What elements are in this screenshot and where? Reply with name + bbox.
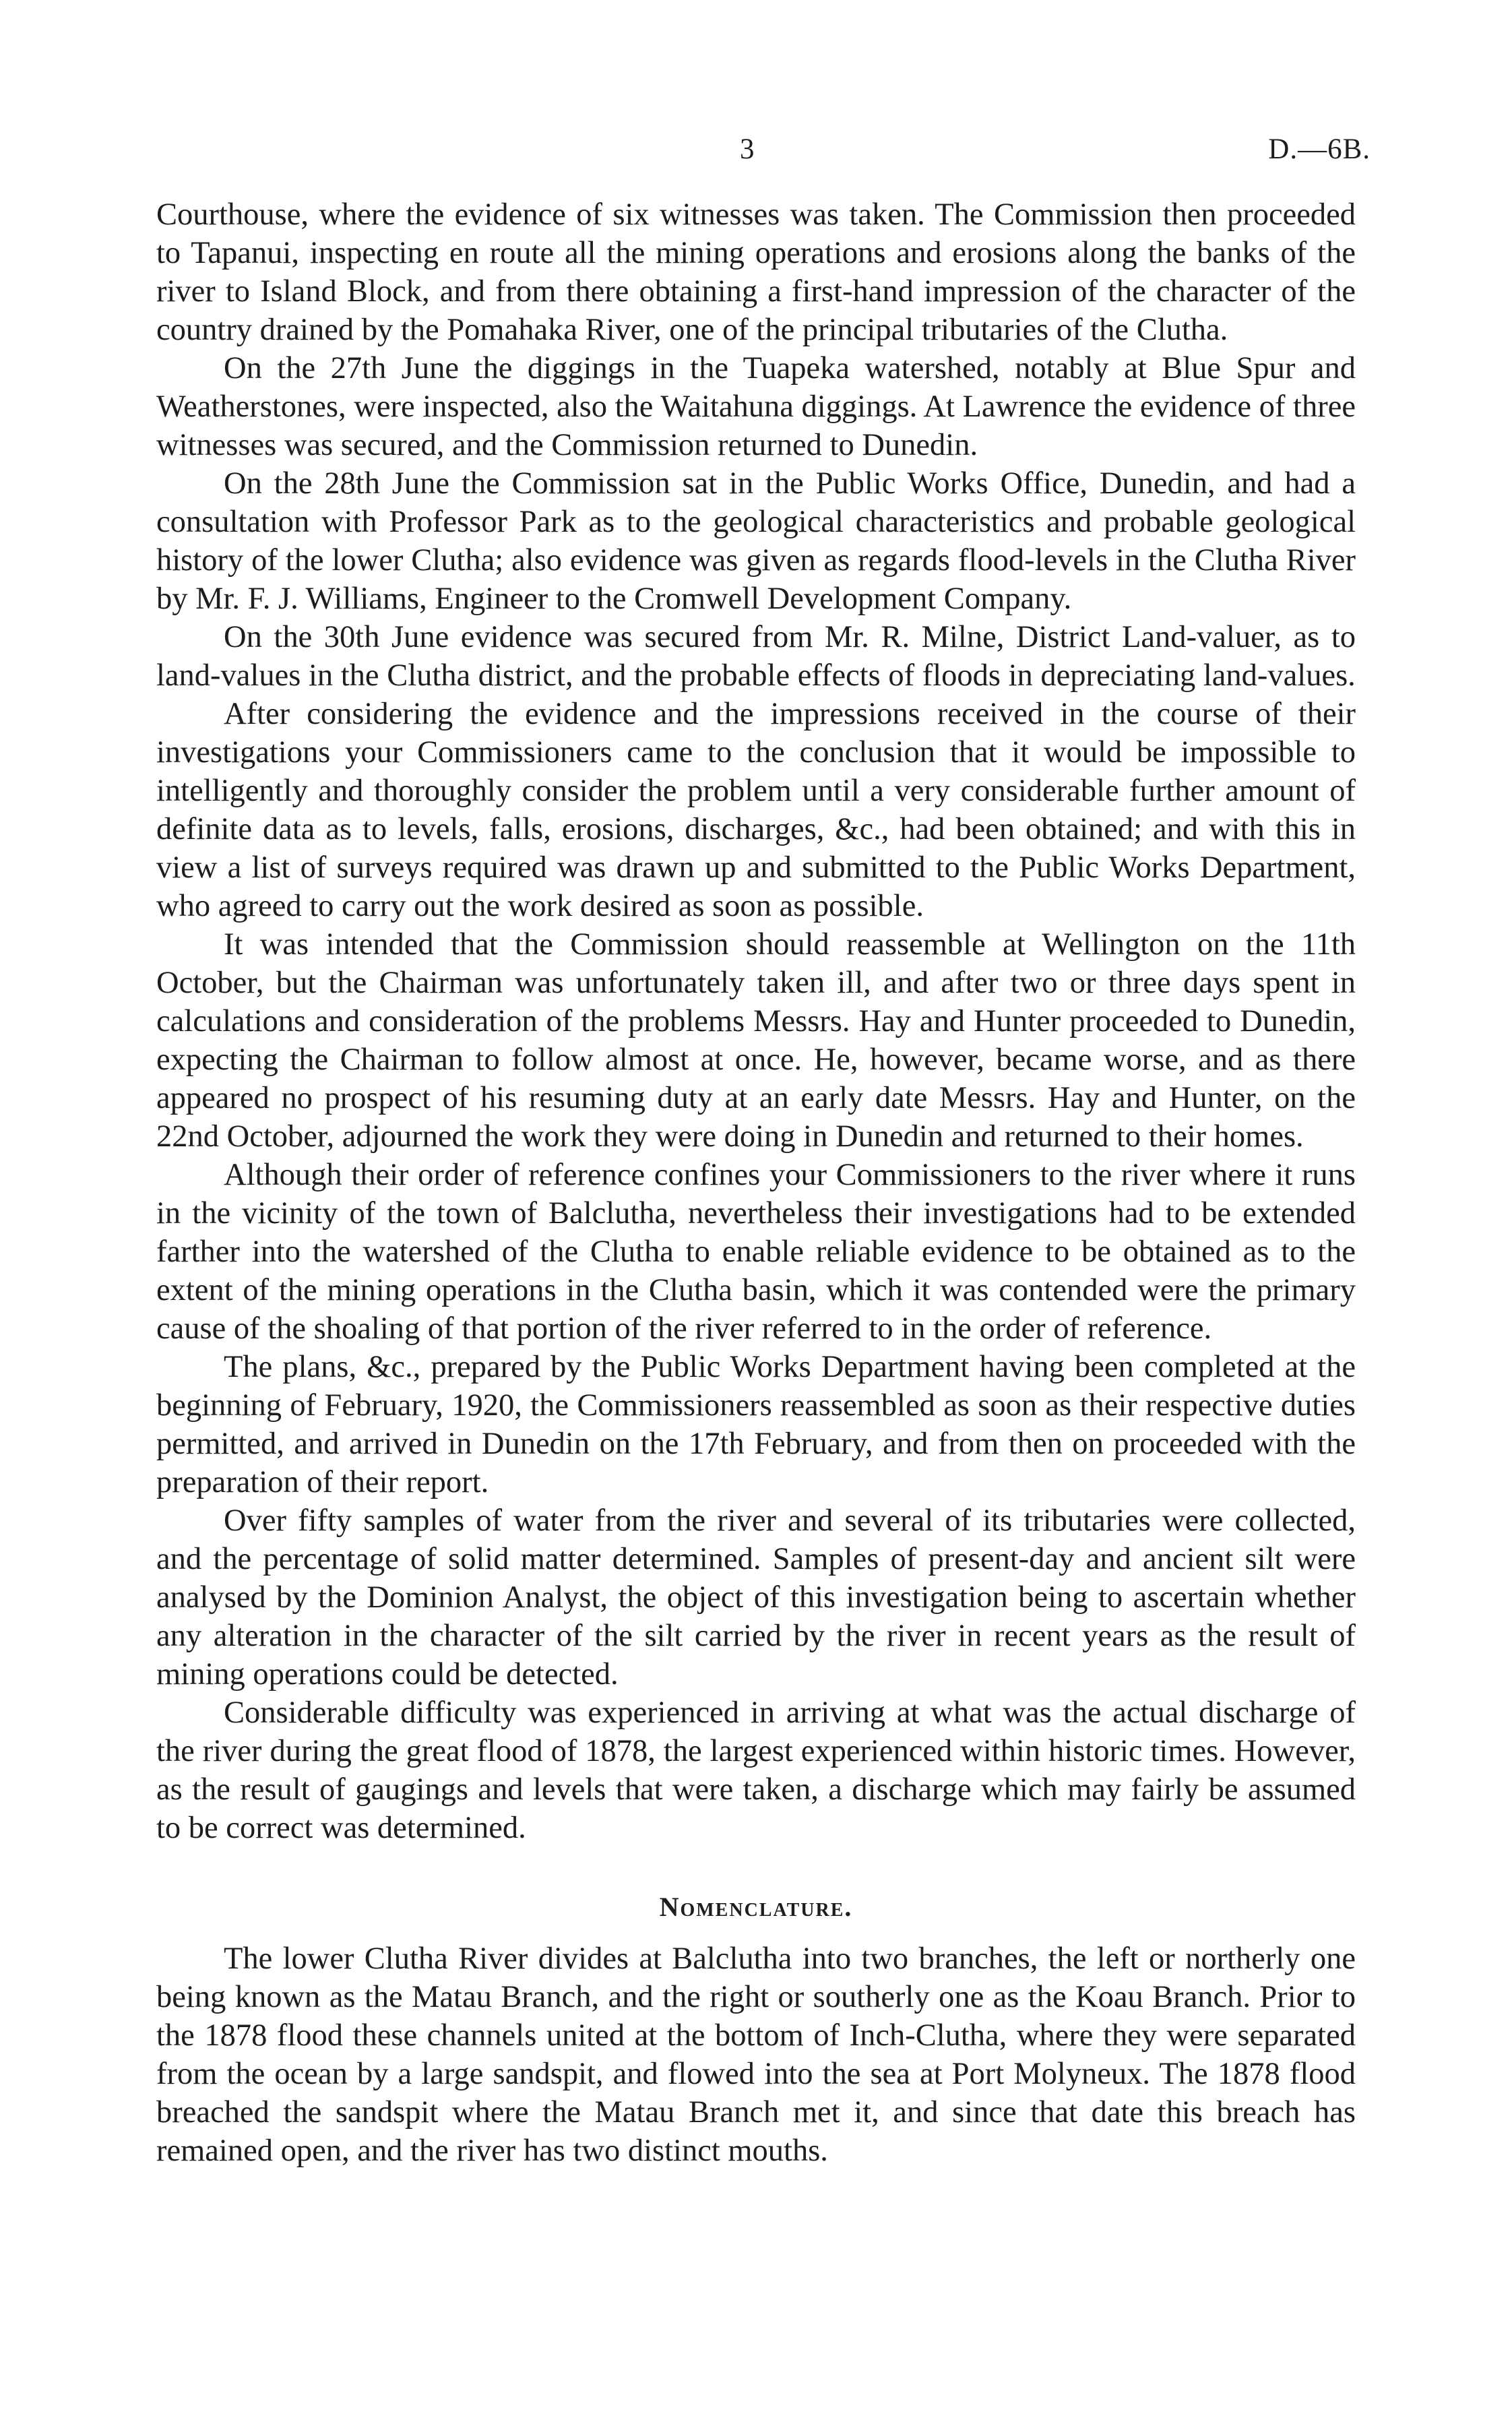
paragraph: On the 27th June the diggings in the Tuapeka watershed, notably at Blue Spur and Weatherstones, were inspected, also the Waitahuna diggings. At Lawrence the evidence of three witnesses was secured, and the Commission returned to Dunedin. [156,351,1356,462]
paragraph: On the 28th June the Commission sat in the Public Works Office, Dunedin, and had a consultation with Professor Park as to the geological characteristics and probable geological history of the lower Clutha; also evidence was given as regards flood-levels in the Clutha River by Mr. F. J. Williams, Engineer to the Cromwell Development Company. [156,466,1356,616]
body-text [156,195,1356,2170]
page-header [0,129,1512,170]
nomenclature-paragraph: The lower Clutha River divides at Balclutha into two branches, the left or northerly one being known as the Matau Branch, and the right or southerly one as the Koau Branch. Prior to the 1878 flood these channels united at the bottom of Inch-Clutha, where they were separated from the ocean by a large sandspit, and flowed into the sea at Port Molyneux. The 1878 flood breached the sandspit where the Matau Branch met it, and since that date this breach has remained open, and the river has two distinct mouths. [156,1942,1356,2168]
paragraph: Over fifty samples of water from the river and several of its tributaries were collected, and the percentage of solid matter determined. Samples of present-day and ancient silt were analysed by the Dominion Analyst, the object of this investigation being to ascertain whether any alteration in the character of the silt carried by the river in recent years as the result of mining operations could be detected. [156,1503,1356,1692]
paragraph-continued: Courthouse, where the evidence of six witnesses was taken. The Commission then proceeded to Tapanui, inspecting en route all the mining operations and erosions along the banks of the river to Island Block, and from there obtaining a first-hand impression of the character of the country drained by the Pomahaka River, one of the principal tributaries of the Clutha. [156,197,1356,347]
paragraph: Considerable difficulty was experienced in arriving at what was the actual discharge of the river during the great flood of 1878, the largest experienced within historic times. However, as the result of gaugings and levels that were taken, a discharge which may fairly be assumed to be correct was determined. [156,1696,1356,1845]
page-number: 3 [740,133,755,165]
document-reference: D.—6B. [1268,133,1371,165]
paragraph: Although their order of reference confines your Commissioners to the river where it runs in the vicinity of the town of Balclutha, nevertheless their investigations had to be extended farther into the watershed of the Clutha to enable reliable evidence to be obtained as to the extent of the mining operations in the Clutha basin, which it was contended were the primary cause of the shoaling of that portion of the river referred to in the order of reference. [156,1158,1356,1346]
paragraph: After considering the evidence and the impressions received in the course of their investigations your Commissioners came to the conclusion that it would be impossible to intelligently and thoroughly consider the problem until a very considerable further amount of definite data as to levels, falls, erosions, discharges, &c., had been obtained; and with this in view a list of surveys required was drawn up and submitted to the Public Works Department, who agreed to carry out the work desired as soon as possible. [156,697,1356,923]
paragraph: It was intended that the Commission should reassemble at Wellington on the 11th October, but the Chairman was unfortunately taken ill, and after two or three days spent in calculations and consideration of the problems Messrs. Hay and Hunter proceeded to Dunedin, expecting the Chairman to follow almost at once. He, however, became worse, and as there appeared no prospect of his resuming duty at an early date Messrs. Hay and Hunter, on the 22nd October, adjourned the work they were doing in Dunedin and returned to their homes. [156,927,1356,1154]
section-heading-nomenclature: Nomenclature. [659,1892,853,1922]
paragraph: On the 30th June evidence was secured from Mr. R. Milne, District Land-valuer, as to land-values in the Clutha district, and the probable effects of floods in depreciating land-values. [156,620,1356,693]
paragraph: The plans, &c., prepared by the Public Works Department having been completed at the beginning of February, 1920, the Commissioners reassembled as soon as their respective duties permitted, and arrived in Dunedin on the 17th February, and from then on proceeded with the preparation of their report. [156,1350,1356,1499]
